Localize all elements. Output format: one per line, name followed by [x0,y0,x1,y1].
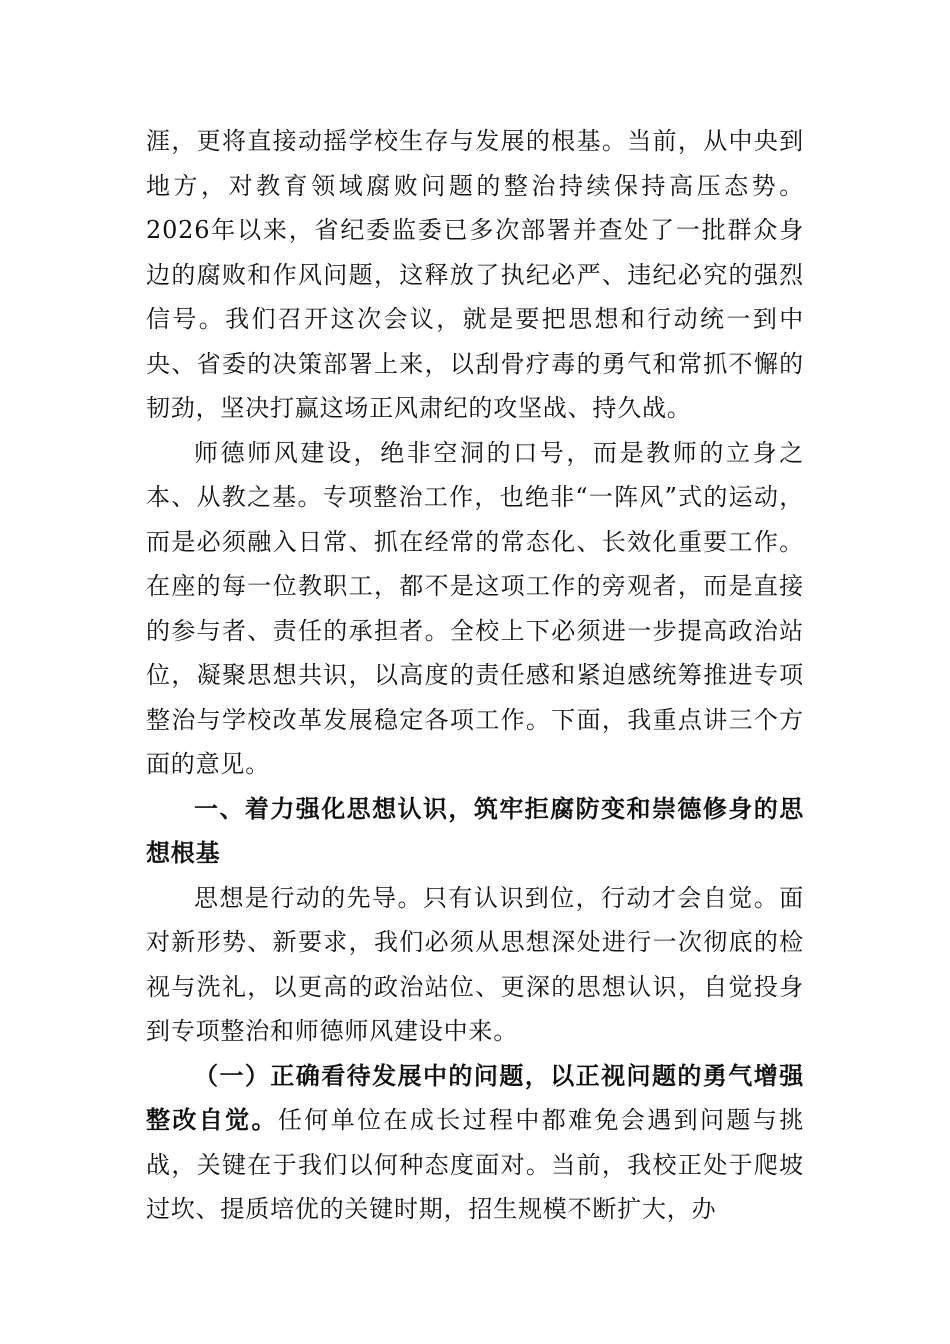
section-heading-1: 一、着力强化思想认识，筑牢拒腐防变和崇德修身的思想根基 [146,793,804,867]
paragraph-thought-guide: 思想是行动的先导。只有认识到位，行动才会自觉。面对新形势、新要求，我们必须从思想深处进行一次彻底的检视与洗礼，以更高的政治站位、更深的思想认识，自觉投身到专项整治和师德师风建设中来。 [146,883,804,1045]
paragraph-subsection-1 [146,1054,804,1232]
subsection-heading-1: （一）正确看待发展中的问题，以正视问题的勇气增强整改自觉。 [146,1060,804,1134]
subsection-body-1: 任何单位在成长过程中都难免会遇到问题与挑战，关键在于我们以何种态度面对。当前，我校正处于爬坡过坎、提质培优的关键时期，招生规模不断扩大，办 [146,1106,805,1223]
document-page [146,119,804,1232]
paragraph-ethics-construction: 师德师风建设，绝非空洞的口号，而是教师的立身之本、从教之基。专项整治工作，也绝非“一阵风”式的运动，而是必须融入日常、抓在经常的常态化、长效化重要工作。在座的每一位教职工，都不是这项工作的旁观者，而是直接的参与者、责任的承担者。全校上下必须进一步提高政治站位，凝聚思想共识，以高度的责任感和紧迫感统筹推进专项整治与学校改革发展稳定各项工作。下面，我重点讲三个方面的意见。 [146,438,804,778]
paragraph-intro-continued: 涯，更将直接动摇学校生存与发展的根基。当前，从中央到地方，对教育领域腐败问题的整治持续保持高压态势。2026年以来，省纪委监委已多次部署并查处了一批群众身边的腐败和作风问题，这释放了执纪必严、违纪必究的强烈信号。我们召开这次会议，就是要把思想和行动统一到中央、省委的决策部署上来，以刮骨疗毒的勇气和常抓不懈的韧劲，坚决打赢这场正风肃纪的攻坚战、持久战。 [146,127,804,422]
